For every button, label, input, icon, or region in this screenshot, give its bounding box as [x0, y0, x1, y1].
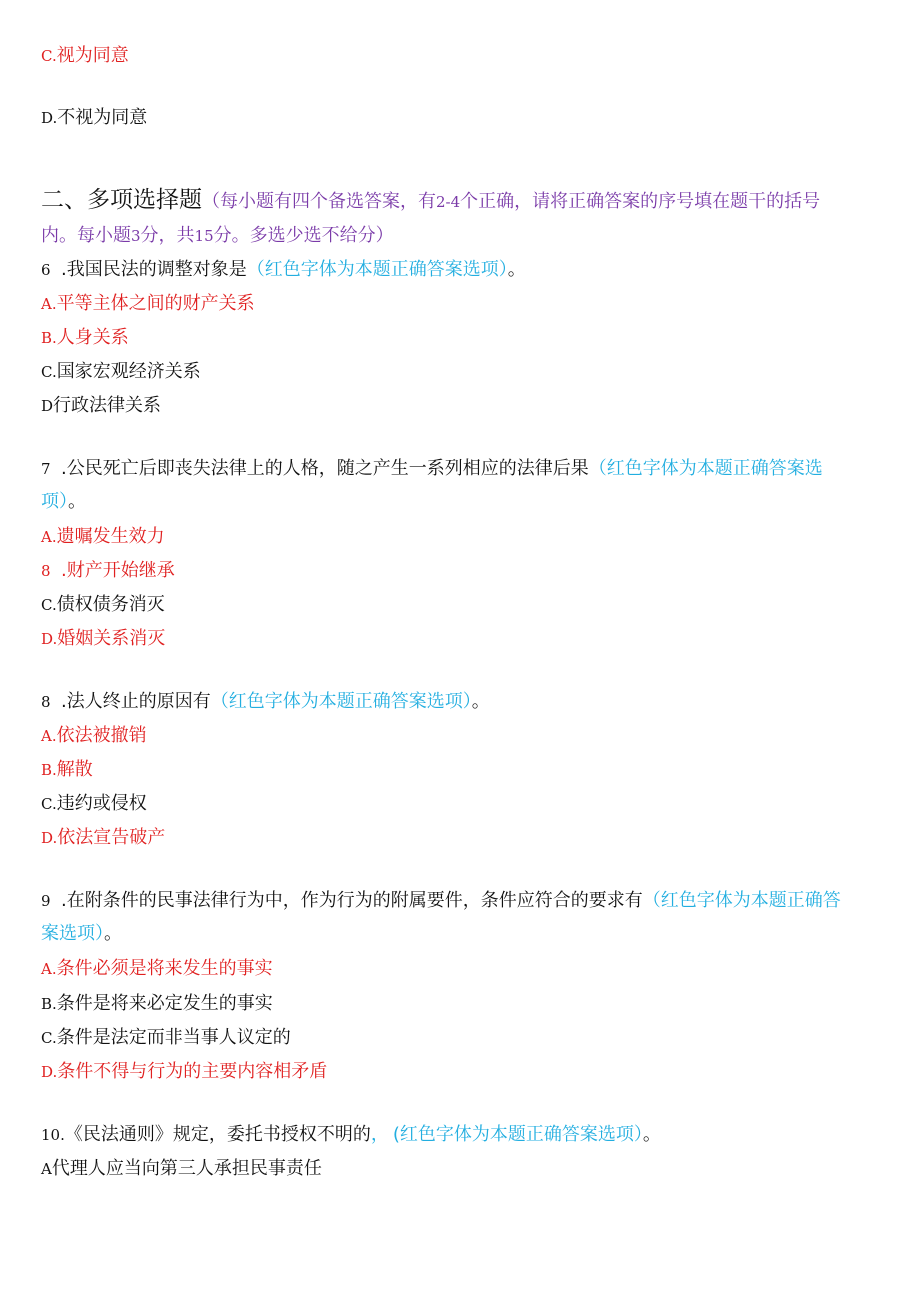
question-6-stem: 6 .我国民法的调整对象是（红色字体为本题正确答案选项）。 [41, 259, 526, 280]
question-7-stem: 7 .公民死亡后即丧失法律上的人格，随之产生一系列相应的法律后果（红色字体为本题正确答案选 [41, 458, 823, 479]
question-8-option-d: D.依法宣告破产 [41, 827, 166, 848]
question-9-option-b: B.条件是将来必定发生的事实 [41, 993, 273, 1014]
question-8-option-c: C.违约或侵权 [41, 793, 147, 814]
question-8-option-a: A.依法被撤销 [41, 725, 147, 746]
question-9-stem: 9 .在附条件的民事法律行为中，作为行为的附属要件，条件应符合的要求有（红色字体为本题正确答 [41, 890, 841, 911]
question-8-stem: 8 .法人终止的原因有（红色字体为本题正确答案选项）。 [41, 691, 490, 712]
question-6-option-d: D行政法律关系 [41, 395, 162, 416]
question-7-option-b: 8 .财产开始继承 [41, 560, 175, 581]
q5-option-c: C.视为同意 [41, 45, 129, 66]
question-6-option-b: B.人身关系 [41, 327, 129, 348]
question-7-option-d: D.婚姻关系消灭 [41, 628, 166, 649]
question-7-option-c: C.债权债务消灭 [41, 594, 165, 615]
question-9-option-c: C.条件是法定而非当事人议定的 [41, 1027, 291, 1048]
section-title: 二、多项选择题 [41, 187, 202, 213]
question-6-option-a: A.平等主体之间的财产关系 [41, 293, 255, 314]
question-10-option-a: A代理人应当向第三人承担民事责任 [41, 1158, 322, 1179]
question-9-option-a: A.条件必须是将来发生的事实 [41, 958, 273, 979]
question-8-option-b: B.解散 [41, 759, 93, 780]
question-9-stem-cont: 案选项）。 [41, 923, 122, 944]
question-6-option-c: C.国家宏观经济关系 [41, 361, 201, 382]
question-9-option-d: D.条件不得与行为的主要内容相矛盾 [41, 1061, 328, 1082]
question-10-stem: 10.《民法通则》规定，委托书授权不明的， (红色字体为本题正确答案选项）。 [41, 1124, 661, 1145]
question-7-stem-cont: 项）。 [41, 491, 86, 512]
q5-option-d: D.不视为同意 [41, 107, 148, 128]
question-7-option-a: A.遗嘱发生效力 [41, 526, 165, 547]
section-instructions: （每小题有四个备选答案，有2-4个正确，请将正确答案的序号填在题干的括号 [202, 191, 821, 212]
section-instructions-cont: 内。每小题3分，共15分。多选少选不给分） [41, 225, 394, 246]
section-heading [41, 185, 820, 217]
